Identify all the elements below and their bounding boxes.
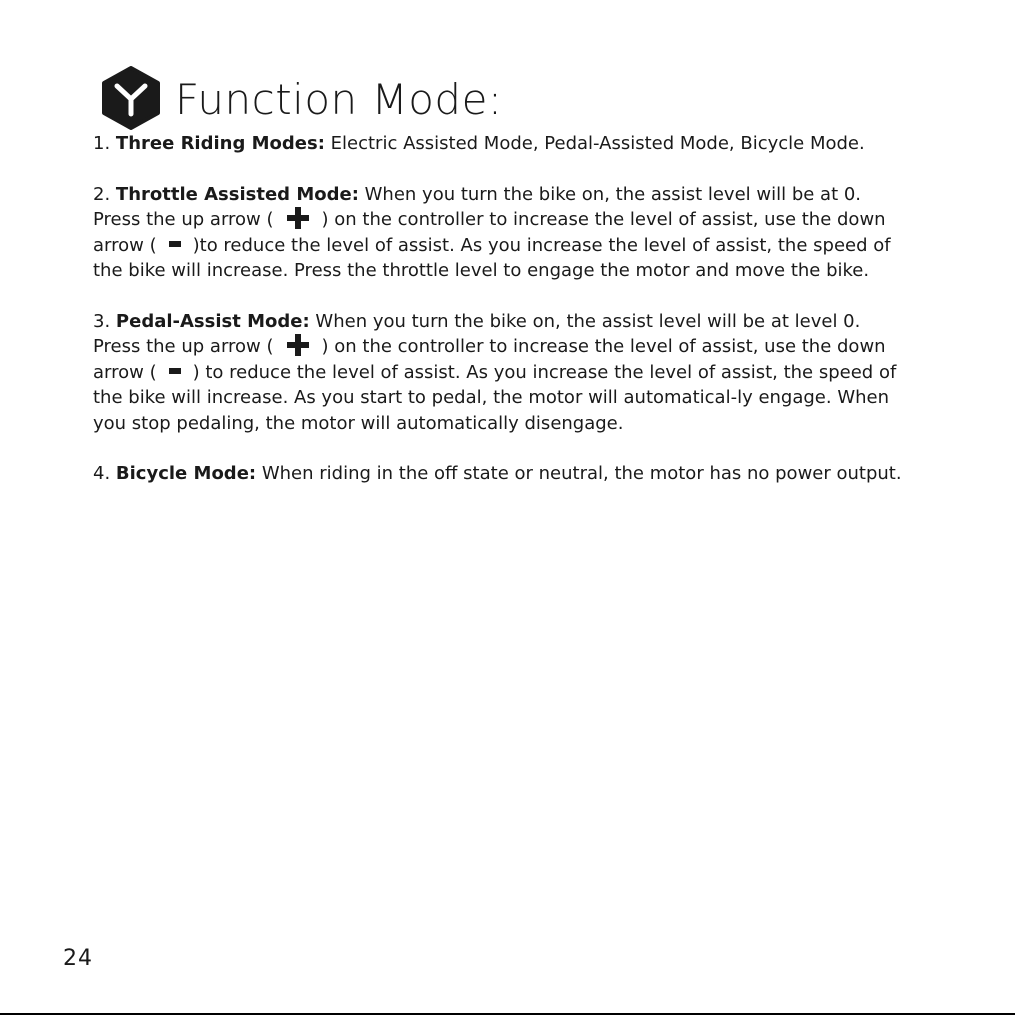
item-text-part: When you turn the bike on, the assist level will be at level 0. Press the up arrow ( <box>93 310 861 357</box>
item-text-part: ) to reduce the level of assist. As you increase the level of assist, the speed of the bike will increase. As you start to pedal, the motor will automatical-ly engage. When you stop pedaling, the motor will automatically disengage. <box>93 361 897 434</box>
page-header <box>99 66 503 130</box>
item-text-part: )to reduce the level of assist. As you increase the level of assist, the speed of the bike will increase. Press the throttle level to engage the motor and move the bike. <box>93 234 891 281</box>
plus-icon <box>286 206 310 230</box>
item-text-part: ) on the controller to increase the level of assist, use the down arrow ( <box>93 209 886 256</box>
page-title: Function Mode: <box>175 75 503 124</box>
item-text-part: When you turn the bike on, the assist level will be at 0. Press the up arrow ( <box>93 183 862 230</box>
item-text: When riding in the off state or neutral, the motor has no power output. <box>261 463 902 484</box>
plus-icon <box>286 333 310 357</box>
minus-icon <box>169 368 181 374</box>
item-heading: Three Riding Modes: <box>115 133 325 154</box>
list-item-bicycle-mode <box>93 461 903 487</box>
item-number: 3. <box>93 310 111 332</box>
item-text: Electric Assisted Mode, Pedal-Assisted Mode, Bicycle Mode. <box>330 133 865 154</box>
item-number: 1. <box>93 133 111 154</box>
page-number: 24 <box>63 946 93 971</box>
item-number: 4. <box>93 463 111 484</box>
list-item-pedal-assist-mode <box>93 309 903 437</box>
item-heading: Throttle Assisted Mode: <box>115 183 359 205</box>
hexagon-y-logo-icon <box>99 66 163 130</box>
item-text-part: ) on the controller to increase the level of assist, use the down arrow ( <box>93 336 886 383</box>
item-heading: Pedal-Assist Mode: <box>115 310 310 332</box>
minus-icon <box>169 241 181 247</box>
item-number: 2. <box>93 183 111 205</box>
list-item-throttle-assisted-mode <box>93 182 903 284</box>
list-item-riding-modes <box>93 131 903 157</box>
item-heading: Bicycle Mode: <box>115 463 257 484</box>
function-mode-list <box>93 131 903 512</box>
